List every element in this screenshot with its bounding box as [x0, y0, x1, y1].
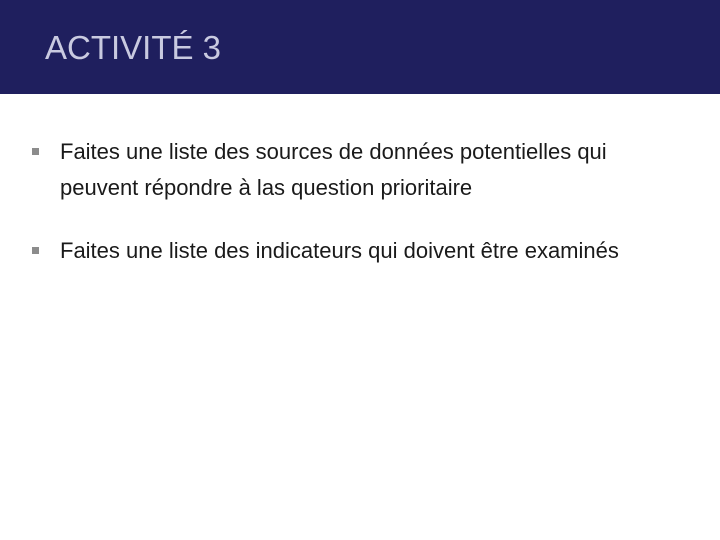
square-bullet-icon — [32, 148, 39, 155]
bullet-item — [32, 134, 672, 206]
bullet-text: Faites une liste des indicateurs qui doivent être examinés — [60, 238, 619, 263]
bullet-text: Faites une liste des sources de données potentielles qui peuvent répondre à las question prioritaire — [60, 139, 607, 200]
title-bar — [0, 0, 720, 94]
bullet-list — [32, 134, 672, 296]
slide-title: ACTIVITÉ 3 — [45, 29, 222, 66]
square-bullet-icon — [32, 247, 39, 254]
bullet-item — [32, 233, 672, 269]
